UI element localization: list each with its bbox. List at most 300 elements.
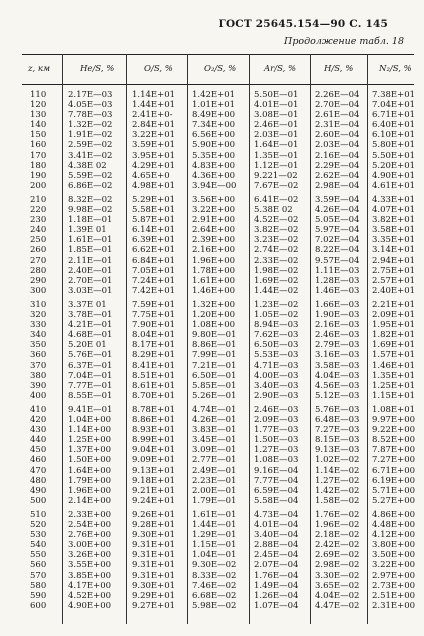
value-cell: 9.21Е+01 bbox=[132, 485, 176, 496]
value-cell: 2.98Е—04 bbox=[315, 180, 360, 191]
value-cell: 9.31Е+01 bbox=[132, 540, 176, 551]
table-row bbox=[22, 340, 414, 350]
value-cell: 1.32Е—02 bbox=[68, 120, 113, 131]
value-cell: 9.29Е+01 bbox=[132, 590, 176, 601]
column-header-o2: O₂/S, % bbox=[204, 64, 237, 74]
value-cell: 1.90Е—03 bbox=[315, 310, 360, 321]
value-cell: 2.39Е+00 bbox=[192, 235, 236, 246]
value-cell: 8.99Е+01 bbox=[132, 435, 176, 446]
value-cell: 1.28Е—03 bbox=[315, 275, 360, 286]
value-cell: 2.97Е+00 bbox=[372, 570, 416, 581]
value-cell: 4.07Е+01 bbox=[372, 205, 416, 216]
value-cell: 2.14Е+00 bbox=[68, 495, 112, 506]
value-cell: 8.51Е+01 bbox=[132, 370, 176, 381]
value-cell: 7.75Е+01 bbox=[132, 310, 176, 321]
value-cell: 4.00Е—03 bbox=[254, 370, 299, 381]
value-cell: 4.48Е+00 bbox=[372, 520, 416, 531]
table-row bbox=[22, 245, 414, 255]
table-row bbox=[22, 391, 414, 401]
value-cell: 2.40Е+01 bbox=[372, 285, 416, 296]
value-cell: 9.80Е—01 bbox=[192, 330, 237, 341]
value-cell: 1.58Е—02 bbox=[315, 495, 360, 506]
value-cell: 2.16Е—04 bbox=[315, 150, 360, 161]
table-row bbox=[22, 601, 414, 611]
value-cell: 1.42Е—02 bbox=[315, 485, 360, 496]
value-cell: 3.30Е—02 bbox=[315, 570, 360, 581]
value-cell: 9.22Е+00 bbox=[372, 425, 416, 436]
value-cell: 9.24Е+01 bbox=[132, 495, 176, 506]
value-cell: 7.62Е—03 bbox=[254, 330, 299, 341]
table-row bbox=[22, 181, 414, 191]
value-cell: 3.14Е+01 bbox=[372, 245, 416, 256]
value-cell: 2.46Е—03 bbox=[254, 405, 299, 415]
altitude-cell: 380 bbox=[30, 370, 47, 381]
value-cell: 4.17Е+00 bbox=[68, 580, 112, 591]
value-cell: 5.71Е+00 bbox=[372, 485, 416, 496]
value-cell: 3.26Е+00 bbox=[68, 550, 112, 561]
value-cell: 1.50Е—03 bbox=[254, 435, 299, 446]
table-row bbox=[22, 476, 414, 486]
value-cell: 3.08Е—01 bbox=[254, 110, 299, 121]
value-cell: 4.29Е+01 bbox=[132, 160, 176, 171]
value-cell: 1.12Е—01 bbox=[254, 160, 299, 171]
value-cell: 1.77Е—03 bbox=[254, 425, 299, 436]
value-cell: 5.97Е—04 bbox=[315, 225, 360, 236]
value-cell: 7.38Е+01 bbox=[372, 90, 416, 100]
value-cell: 1.32Е+00 bbox=[192, 300, 236, 310]
value-cell: 1.69Е—02 bbox=[254, 275, 299, 286]
value-cell: 1.14Е+01 bbox=[132, 90, 176, 100]
value-cell: 9.27Е+01 bbox=[132, 600, 176, 611]
altitude-cell: 160 bbox=[30, 140, 47, 151]
value-cell: 1.79Е—01 bbox=[192, 495, 237, 506]
value-cell: 1.07Е—04 bbox=[254, 600, 299, 611]
value-cell: 8.33Е—02 bbox=[192, 570, 237, 581]
value-cell: 1.82Е+01 bbox=[372, 330, 416, 341]
altitude-cell: 450 bbox=[30, 445, 47, 456]
value-cell: 6.48Е—03 bbox=[315, 415, 360, 426]
value-cell: 1.18Е—01 bbox=[68, 215, 113, 226]
value-cell: 5.87Е+01 bbox=[132, 215, 176, 226]
value-cell: 2.51Е+00 bbox=[372, 590, 416, 601]
value-cell: 8.55Е—01 bbox=[68, 390, 113, 401]
table-row bbox=[22, 371, 414, 381]
value-cell: 3.58Е+01 bbox=[372, 225, 416, 236]
table-row bbox=[22, 425, 414, 435]
value-cell: 4.26Е—04 bbox=[315, 205, 360, 216]
value-cell: 2.23Е—01 bbox=[192, 475, 237, 486]
value-cell: 2.46Е—01 bbox=[254, 120, 299, 131]
value-cell: 9.98Е—02 bbox=[68, 205, 113, 216]
value-cell: 7.42Е+01 bbox=[132, 285, 176, 296]
table-row bbox=[22, 215, 414, 225]
value-cell: 4.04Е—03 bbox=[315, 370, 360, 381]
column-header-ar: Ar/S, % bbox=[264, 64, 297, 74]
value-cell: 4.01Е—04 bbox=[254, 520, 299, 531]
value-cell: 7.27Е—03 bbox=[315, 425, 360, 436]
value-cell: 6.56Е+00 bbox=[192, 130, 236, 141]
value-cell: 7.27Е+00 bbox=[372, 455, 416, 466]
altitude-cell: 300 bbox=[30, 285, 47, 296]
value-cell: 9.13Е—03 bbox=[315, 445, 360, 456]
value-cell: 2.03Е—01 bbox=[254, 130, 299, 141]
altitude-cell: 260 bbox=[30, 245, 47, 256]
value-cell: 1.08Е—03 bbox=[254, 455, 299, 466]
altitude-cell: 440 bbox=[30, 435, 47, 446]
value-cell: 8.32Е—02 bbox=[68, 195, 113, 205]
altitude-cell: 410 bbox=[30, 405, 47, 415]
value-cell: 3.65Е—02 bbox=[315, 580, 360, 591]
value-cell: 1.49Е—04 bbox=[254, 580, 299, 591]
table-row bbox=[22, 581, 414, 591]
value-cell: 2.26Е—04 bbox=[315, 90, 360, 100]
value-cell: 3.82Е—02 bbox=[254, 225, 299, 236]
value-cell: 1.78Е+00 bbox=[192, 265, 236, 276]
value-cell: 4.56Е—03 bbox=[315, 380, 360, 391]
value-cell: 4.26Е—01 bbox=[192, 415, 237, 426]
value-cell: 7.24Е+01 bbox=[132, 275, 176, 286]
value-cell: 4.68Е—01 bbox=[68, 330, 113, 341]
altitude-cell: 570 bbox=[30, 570, 47, 581]
value-cell: 1.44Е—01 bbox=[192, 520, 237, 531]
standard-code-and-page: ГОСТ 25645.154—90 С. 145 bbox=[218, 18, 388, 30]
value-cell: 2.07Е—04 bbox=[254, 560, 299, 571]
value-cell: 1.61Е+00 bbox=[192, 275, 236, 286]
value-cell: 1.14Е—02 bbox=[315, 465, 360, 476]
altitude-cell: 150 bbox=[30, 130, 47, 141]
altitude-cell: 490 bbox=[30, 485, 47, 496]
value-cell: 2.16Е—03 bbox=[315, 320, 360, 331]
altitude-cell: 230 bbox=[30, 215, 47, 226]
table-row bbox=[22, 520, 414, 530]
table-row bbox=[22, 330, 414, 340]
value-cell: 1.46Е+00 bbox=[192, 285, 236, 296]
table-row bbox=[22, 381, 414, 391]
value-cell: 1.85Е—01 bbox=[68, 245, 113, 256]
value-cell: 5.27Е+00 bbox=[372, 495, 416, 506]
table-row bbox=[22, 455, 414, 465]
altitude-cell: 330 bbox=[30, 320, 47, 331]
value-cell: 7.77Е—04 bbox=[254, 475, 299, 486]
value-cell: 2.49Е—01 bbox=[192, 465, 237, 476]
table-row bbox=[22, 90, 414, 100]
value-cell: 4.12Е+00 bbox=[372, 530, 416, 541]
value-cell: 8.17Е+01 bbox=[132, 340, 176, 351]
value-cell: 5.50Е+01 bbox=[372, 150, 416, 161]
value-cell: 7.05Е+01 bbox=[132, 265, 176, 276]
value-cell: 2.59Е—02 bbox=[68, 140, 113, 151]
altitude-cell: 340 bbox=[30, 330, 47, 341]
value-cell: 3.78Е—01 bbox=[68, 310, 113, 321]
value-cell: 3.37Е 01 bbox=[68, 300, 107, 310]
value-cell: 5.76Е—03 bbox=[315, 405, 360, 415]
value-cell: 5.58Е—04 bbox=[254, 495, 299, 506]
value-cell: 6.37Е—01 bbox=[68, 360, 113, 371]
value-cell: 2.29Е—04 bbox=[315, 160, 360, 171]
value-cell: 2.62Е—04 bbox=[315, 170, 360, 181]
value-cell: 1.20Е+00 bbox=[192, 310, 236, 321]
value-cell: 1.98Е—02 bbox=[254, 265, 299, 276]
row-group bbox=[22, 300, 414, 401]
value-cell: 2.69Е—02 bbox=[315, 550, 360, 561]
value-cell: 7.02Е—04 bbox=[315, 235, 360, 246]
value-cell: 7.34Е+00 bbox=[192, 120, 236, 131]
value-cell: 2.18Е—02 bbox=[315, 530, 360, 541]
value-cell: 4.01Е—01 bbox=[254, 100, 299, 111]
value-cell: 6.71Е+00 bbox=[372, 465, 416, 476]
value-cell: 1.44Е—02 bbox=[254, 285, 299, 296]
value-cell: 5.20Е 01 bbox=[68, 340, 107, 351]
altitude-cell: 350 bbox=[30, 340, 47, 351]
value-cell: 1.61Е—01 bbox=[192, 510, 237, 520]
value-cell: 2.16Е+00 bbox=[192, 245, 236, 256]
table-row bbox=[22, 195, 414, 205]
value-cell: 3.09Е—01 bbox=[192, 445, 237, 456]
value-cell: 7.78Е—03 bbox=[68, 110, 113, 121]
table-row bbox=[22, 560, 414, 570]
value-cell: 2.03Е—04 bbox=[315, 140, 360, 151]
value-cell: 1.08Е+01 bbox=[372, 405, 416, 415]
value-cell: 9.09Е+01 bbox=[132, 455, 176, 466]
altitude-cell: 510 bbox=[30, 510, 47, 520]
altitude-cell: 470 bbox=[30, 465, 47, 476]
row-group bbox=[22, 195, 414, 296]
value-cell: 1.08Е+00 bbox=[192, 320, 236, 331]
value-cell: 9.30Е+01 bbox=[132, 580, 176, 591]
value-cell: 5.59Е—02 bbox=[68, 170, 113, 181]
value-cell: 2.77Е—01 bbox=[192, 455, 237, 466]
table-row bbox=[22, 120, 414, 130]
table-row bbox=[22, 151, 414, 161]
value-cell: 3.35Е+01 bbox=[372, 235, 416, 246]
value-cell: 5.38Е 02 bbox=[254, 205, 293, 216]
value-cell: 2.75Е+01 bbox=[372, 265, 416, 276]
value-cell: 1.29Е—01 bbox=[192, 530, 237, 541]
value-cell: 3.59Е—04 bbox=[315, 195, 360, 205]
altitude-cell: 270 bbox=[30, 255, 47, 266]
value-cell: 5.20Е+01 bbox=[372, 160, 416, 171]
value-cell: 5.76Е—01 bbox=[68, 350, 113, 361]
value-cell: 3.95Е+01 bbox=[132, 150, 176, 161]
table-row bbox=[22, 100, 414, 110]
value-cell: 7.46Е—02 bbox=[192, 580, 237, 591]
value-cell: 1.50Е+00 bbox=[68, 455, 112, 466]
table-row bbox=[22, 171, 414, 181]
value-cell: 4.52Е—02 bbox=[254, 215, 299, 226]
value-cell: 3.83Е—01 bbox=[192, 425, 237, 436]
value-cell: 1.37Е+00 bbox=[68, 445, 112, 456]
value-cell: 5.53Е—03 bbox=[254, 350, 299, 361]
value-cell: 1.14Е+00 bbox=[68, 425, 112, 436]
value-cell: 6.39Е+01 bbox=[132, 235, 176, 246]
value-cell: 2.70Е—04 bbox=[315, 100, 360, 111]
altitude-cell: 520 bbox=[30, 520, 47, 531]
value-cell: 4.05Е—03 bbox=[68, 100, 113, 111]
value-cell: 1.95Е+01 bbox=[372, 320, 416, 331]
value-cell: 6.62Е+01 bbox=[132, 245, 176, 256]
table-row bbox=[22, 415, 414, 425]
value-cell: 1.96Е+00 bbox=[68, 485, 112, 496]
altitude-cell: 560 bbox=[30, 560, 47, 571]
altitude-cell: 460 bbox=[30, 455, 47, 466]
table-continuation-caption: Продолжение табл. 18 bbox=[284, 36, 404, 47]
table-row bbox=[22, 405, 414, 415]
value-cell: 2.31Е—04 bbox=[315, 120, 360, 131]
table-row bbox=[22, 266, 414, 276]
value-cell: 1.57Е+01 bbox=[372, 350, 416, 361]
altitude-cell: 290 bbox=[30, 275, 47, 286]
value-cell: 9.31Е+01 bbox=[132, 570, 176, 581]
value-cell: 8.52Е+00 bbox=[372, 435, 416, 446]
value-cell: 3.45Е—01 bbox=[192, 435, 237, 446]
table-row bbox=[22, 496, 414, 506]
value-cell: 8.49Е+00 bbox=[192, 110, 236, 121]
value-cell: 3.23Е—02 bbox=[254, 235, 299, 246]
value-cell: 8.41Е+01 bbox=[132, 360, 176, 371]
value-cell: 9.16Е—04 bbox=[254, 465, 299, 476]
value-cell: 2.91Е+00 bbox=[192, 215, 236, 226]
value-cell: 1.25Е+00 bbox=[68, 435, 112, 446]
value-cell: 9.26Е+01 bbox=[132, 510, 176, 520]
value-cell: 2.54Е+00 bbox=[68, 520, 112, 531]
value-cell: 2.57Е+01 bbox=[372, 275, 416, 286]
value-cell: 6.10Е+01 bbox=[372, 130, 416, 141]
value-cell: 1.11Е—03 bbox=[315, 265, 360, 276]
value-cell: 2.21Е+01 bbox=[372, 300, 416, 310]
value-cell: 3.56Е+00 bbox=[192, 195, 236, 205]
value-cell: 8.22Е—04 bbox=[315, 245, 360, 256]
value-cell: 1.04Е—01 bbox=[192, 550, 237, 561]
value-cell: 8.94Е—03 bbox=[254, 320, 299, 331]
value-cell: 1.69Е+01 bbox=[372, 340, 416, 351]
table-row bbox=[22, 530, 414, 540]
column-header-n2: N₂/S, % bbox=[379, 64, 412, 74]
value-cell: 4.47Е—02 bbox=[315, 600, 360, 611]
value-cell: 4.74Е—01 bbox=[192, 405, 237, 415]
altitude-cell: 180 bbox=[30, 160, 47, 171]
value-cell: 5.12Е—03 bbox=[315, 390, 360, 401]
value-cell: 1.35Е—01 bbox=[254, 150, 299, 161]
row-group bbox=[22, 510, 414, 611]
table-row bbox=[22, 140, 414, 150]
altitude-cell: 240 bbox=[30, 225, 47, 236]
value-cell: 7.21Е—01 bbox=[192, 360, 237, 371]
value-cell: 9.04Е+01 bbox=[132, 445, 176, 456]
table-row bbox=[22, 235, 414, 245]
value-cell: 6.40Е+01 bbox=[372, 120, 416, 131]
value-cell: 1.04Е+00 bbox=[68, 415, 112, 426]
value-cell: 1.35Е+01 bbox=[372, 370, 416, 381]
value-cell: 2.64Е+00 bbox=[192, 225, 236, 236]
value-cell: 3.50Е+00 bbox=[372, 550, 416, 561]
value-cell: 1.79Е+00 bbox=[68, 475, 112, 486]
value-cell: 5.26Е—01 bbox=[192, 390, 237, 401]
table-row bbox=[22, 276, 414, 286]
value-cell: 9.31Е+01 bbox=[132, 550, 176, 561]
altitude-cell: 550 bbox=[30, 550, 47, 561]
altitude-cell: 170 bbox=[30, 150, 47, 161]
altitude-cell: 430 bbox=[30, 425, 47, 436]
altitude-cell: 400 bbox=[30, 390, 47, 401]
table-row bbox=[22, 130, 414, 140]
value-cell: 6.14Е+01 bbox=[132, 225, 176, 236]
value-cell: 4.98Е+01 bbox=[132, 180, 176, 191]
value-cell: 1.05Е—02 bbox=[254, 310, 299, 321]
value-cell: 1.25Е+01 bbox=[372, 380, 416, 391]
column-header-altitude: z, км bbox=[28, 64, 51, 74]
value-cell: 7.59Е+01 bbox=[132, 300, 176, 310]
value-cell: 5.80Е+01 bbox=[372, 140, 416, 151]
value-cell: 4.73Е—04 bbox=[254, 510, 299, 520]
value-cell: 1.15Е—01 bbox=[192, 540, 237, 551]
value-cell: 9.13Е+01 bbox=[132, 465, 176, 476]
value-cell: 2.09Е—03 bbox=[254, 415, 299, 426]
value-cell: 8.61Е+01 bbox=[132, 380, 176, 391]
value-cell: 1.15Е+01 bbox=[372, 390, 416, 401]
value-cell: 9.221—02 bbox=[254, 170, 298, 181]
value-cell: 4.71Е—03 bbox=[254, 360, 299, 371]
value-cell: 4.36Е+00 bbox=[192, 170, 236, 181]
value-cell: 9.30Е—02 bbox=[192, 560, 237, 571]
value-cell: 3.40Е—03 bbox=[254, 380, 299, 391]
altitude-cell: 370 bbox=[30, 360, 47, 371]
value-cell: 3.82Е+01 bbox=[372, 215, 416, 226]
value-cell: 1.96Е—02 bbox=[315, 520, 360, 531]
value-cell: 8.86Е—01 bbox=[192, 340, 237, 351]
altitude-cell: 200 bbox=[30, 180, 47, 191]
value-cell: 3.59Е+01 bbox=[132, 140, 176, 151]
value-cell: 9.41Е—01 bbox=[68, 405, 113, 415]
table-row bbox=[22, 486, 414, 496]
value-cell: 1.46Е—03 bbox=[315, 285, 360, 296]
value-cell: 3.22Е+00 bbox=[372, 560, 416, 571]
table-row bbox=[22, 110, 414, 120]
table-row bbox=[22, 540, 414, 550]
value-cell: 4.83Е+00 bbox=[192, 160, 236, 171]
value-cell: 4.90Е+01 bbox=[372, 170, 416, 181]
value-cell: 6.84Е+01 bbox=[132, 255, 176, 266]
value-cell: 3.58Е—03 bbox=[315, 360, 360, 371]
value-cell: 4.33Е+01 bbox=[372, 195, 416, 205]
value-cell: 2.74Е—02 bbox=[254, 245, 299, 256]
value-cell: 2.41Е+0- bbox=[132, 110, 173, 121]
value-cell: 6.41Е—02 bbox=[254, 195, 299, 205]
value-cell: 7.87Е+00 bbox=[372, 445, 416, 456]
table-row bbox=[22, 571, 414, 581]
value-cell: 9.57Е—04 bbox=[315, 255, 360, 266]
value-cell: 8.04Е+01 bbox=[132, 330, 176, 341]
value-cell: 4.04Е—02 bbox=[315, 590, 360, 601]
table-row bbox=[22, 350, 414, 360]
value-cell: 1.23Е—02 bbox=[254, 300, 299, 310]
value-cell: 4.38Е 02 bbox=[68, 160, 107, 171]
value-cell: 1.26Е—04 bbox=[254, 590, 299, 601]
value-cell: 7.04Е+01 bbox=[372, 100, 416, 111]
value-cell: 2.76Е+00 bbox=[68, 530, 112, 541]
row-group bbox=[22, 90, 414, 191]
value-cell: 9.97Е+00 bbox=[372, 415, 416, 426]
value-cell: 2.46Е—03 bbox=[315, 330, 360, 341]
altitude-cell: 540 bbox=[30, 540, 47, 551]
table-row bbox=[22, 205, 414, 215]
altitude-cell: 110 bbox=[30, 90, 47, 100]
value-cell: 1.76Е—02 bbox=[315, 510, 360, 520]
value-cell: 2.33Е+00 bbox=[68, 510, 112, 520]
header-bottom-rule bbox=[22, 84, 414, 85]
altitude-cell: 250 bbox=[30, 235, 47, 246]
table-row bbox=[22, 510, 414, 520]
value-cell: 1.27Е—02 bbox=[315, 475, 360, 486]
